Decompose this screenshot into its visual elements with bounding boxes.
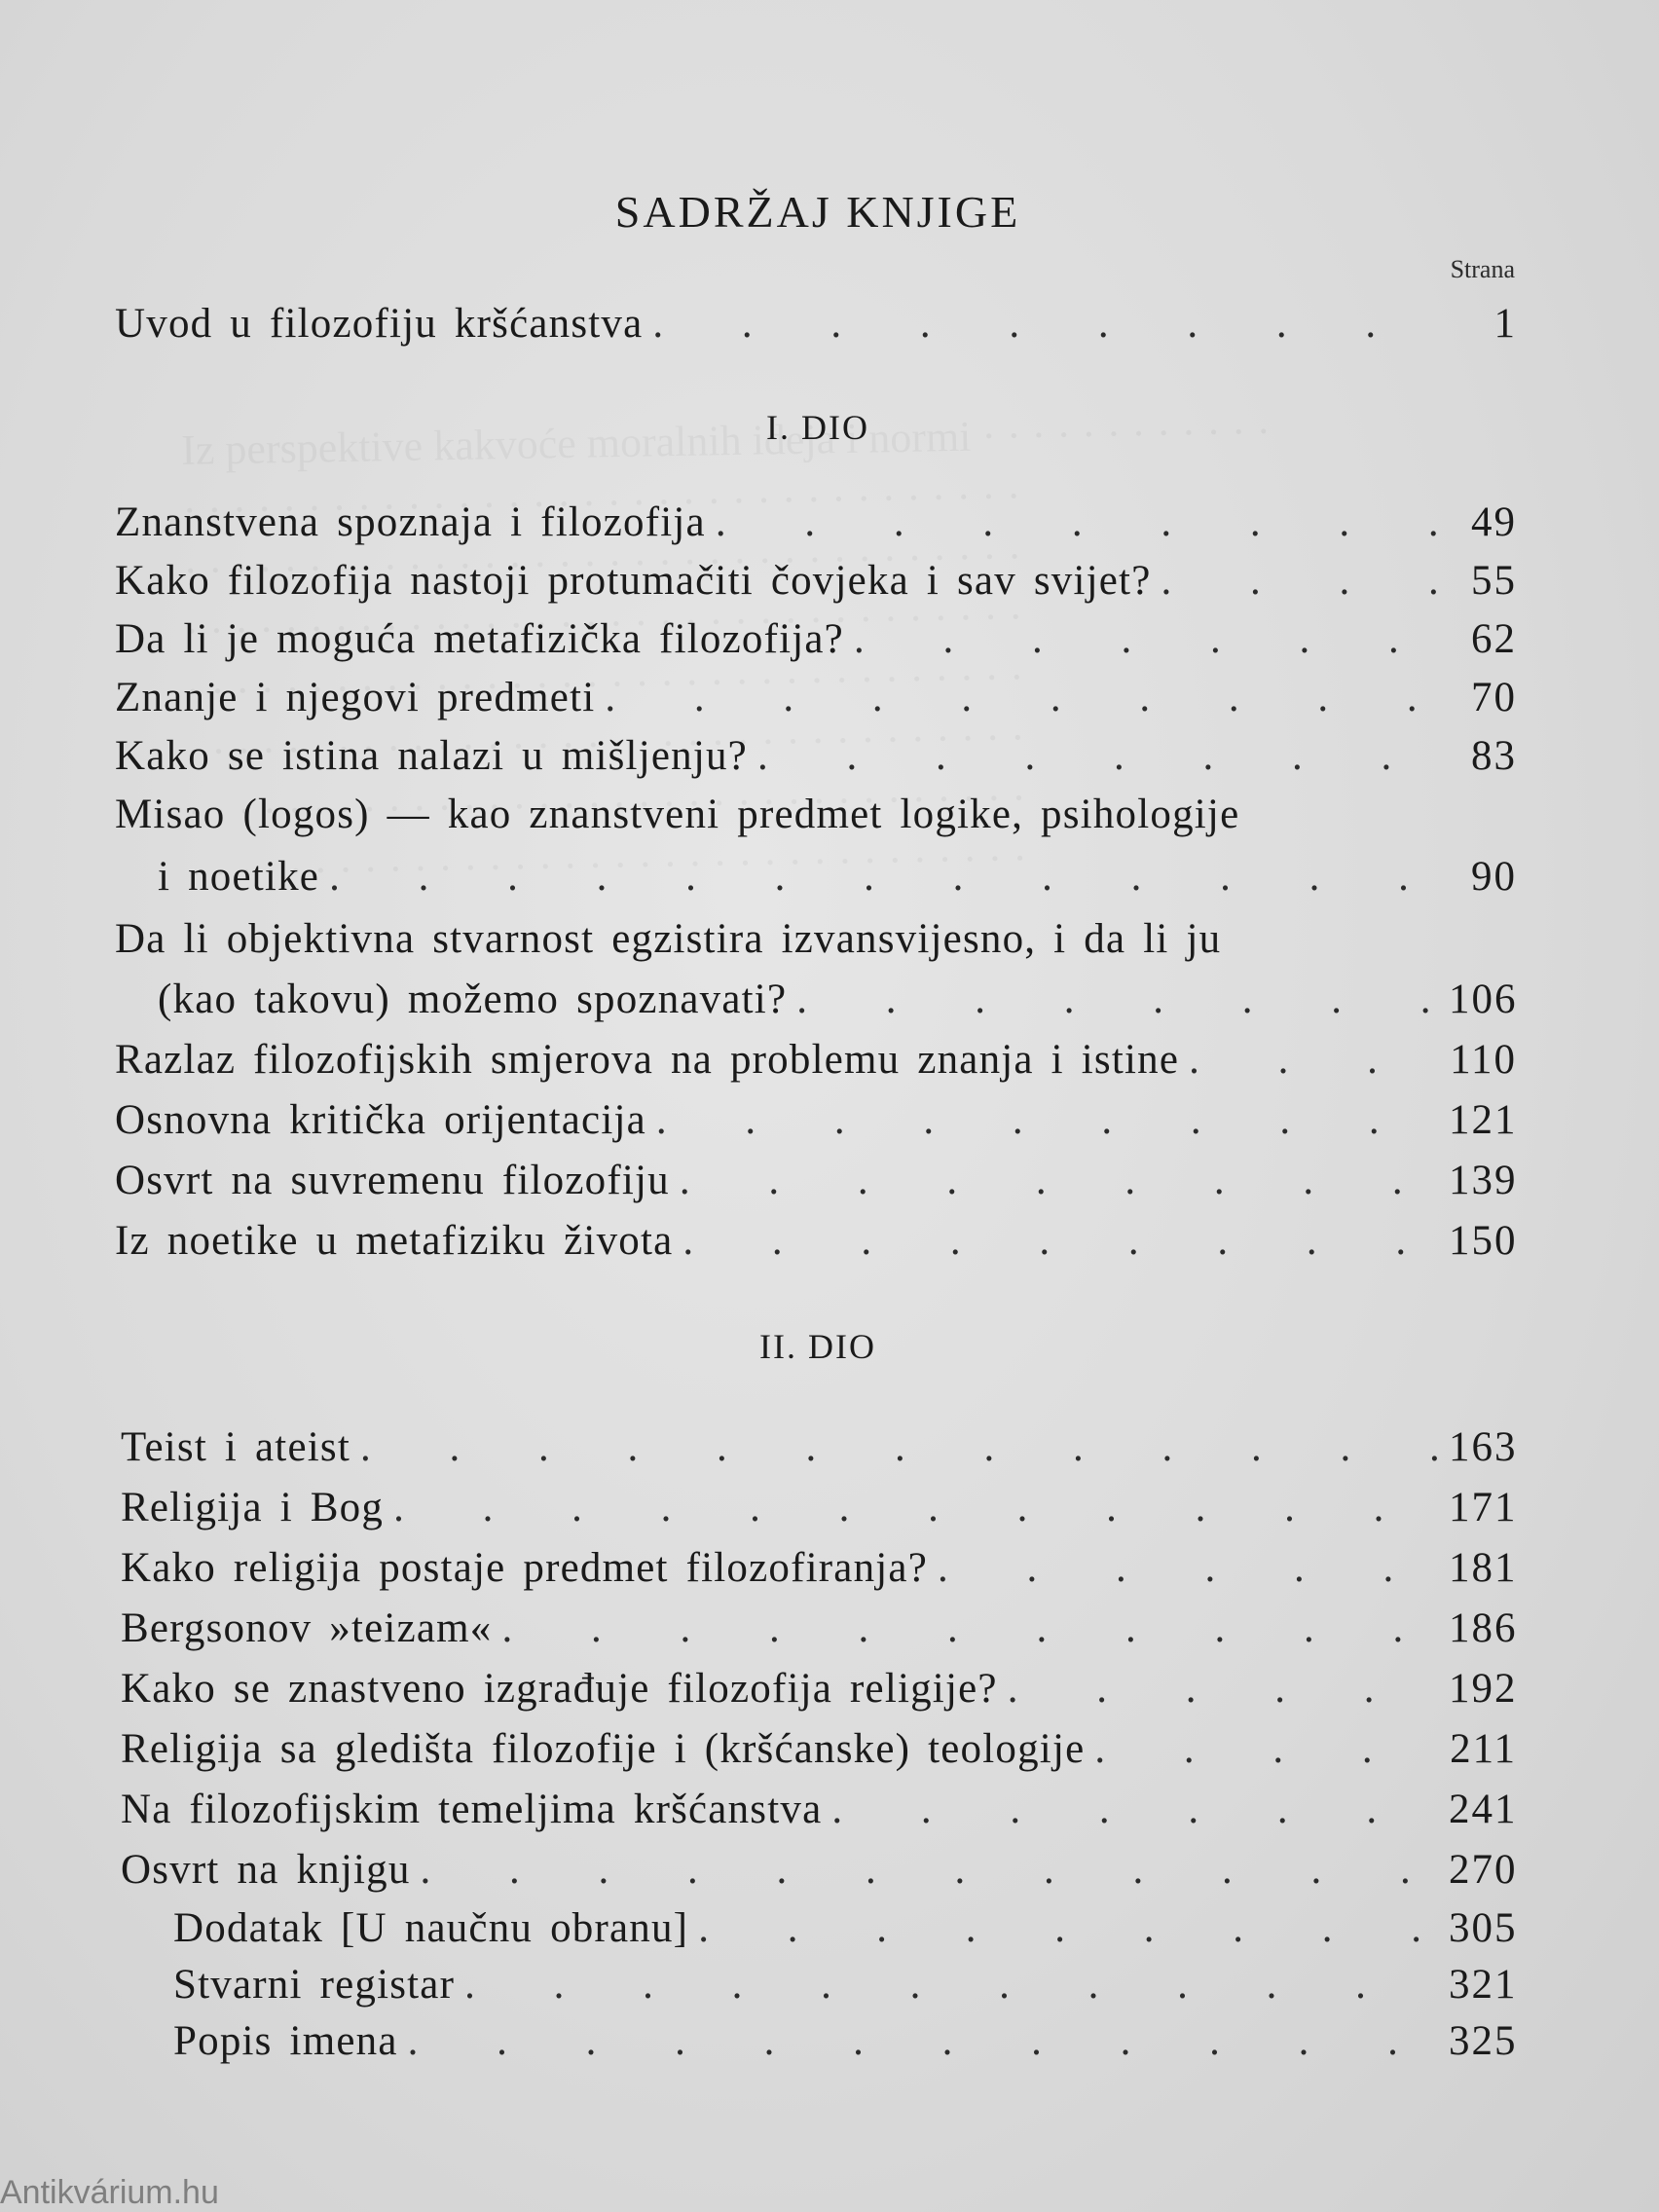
leader-dots (938, 1544, 1439, 1592)
toc-entry-title: Da li je moguća metafizička filozofija? (115, 616, 844, 662)
toc-entry-page: 106 (1449, 977, 1518, 1022)
leader-dots (605, 674, 1439, 721)
toc-entry[interactable] (115, 674, 1517, 721)
section-heading-part-2: II. DIO (759, 1327, 876, 1366)
toc-entry-page: 321 (1449, 1962, 1518, 2008)
leader-dots (1008, 1665, 1439, 1713)
toc-entry-page: 270 (1449, 1847, 1518, 1893)
leader-dots (698, 1904, 1439, 1952)
toc-entry-title: Dodatak [U naučnu obranu] (173, 1905, 689, 1951)
toc-entry-title: Kako se istina nalazi u mišljenju? (115, 733, 748, 779)
toc-entry-page: 55 (1471, 558, 1517, 604)
toc-entry-page: 83 (1471, 733, 1517, 779)
leader-dots (421, 1846, 1439, 1894)
toc-entry-page: 150 (1449, 1218, 1518, 1264)
leader-dots (408, 2017, 1439, 2065)
toc-entry-appendix[interactable] (173, 1904, 1517, 1952)
toc-entry-title: Religija i Bog (121, 1485, 385, 1530)
toc-entry[interactable] (115, 1157, 1517, 1204)
toc-entry[interactable] (115, 1217, 1517, 1265)
toc-entry-title: i noetike (158, 854, 320, 900)
toc-entry[interactable] (121, 1665, 1517, 1713)
toc-entry-title: Iz noetike u metafiziku života (115, 1218, 674, 1264)
page-title: SADRŽAJ KNJIGE (614, 186, 1021, 237)
toc-entry-first-line[interactable]: Da li objektivna stvarnost egzistira izvansvijesno, i da li ju (115, 916, 1222, 962)
leader-dots (502, 1604, 1440, 1652)
toc-entry-intro[interactable] (115, 300, 1517, 348)
toc-entry-title: Osvrt na suvremenu filozofiju (115, 1158, 670, 1203)
toc-entry[interactable] (158, 853, 1517, 901)
toc-entry-page: 90 (1471, 854, 1517, 900)
toc-entry-page: 49 (1471, 499, 1517, 545)
toc-entry-page: 110 (1450, 1037, 1517, 1083)
toc-entry-first-line[interactable]: Misao (logos) — kao znanstveni predmet logike, psihologije (115, 792, 1240, 837)
toc-entry[interactable] (115, 557, 1517, 605)
toc-entry[interactable] (115, 498, 1517, 546)
toc-entry-page: 241 (1449, 1787, 1518, 1832)
toc-entry-title: Osnovna kritička orijentacija (115, 1097, 646, 1143)
toc-entry-page: 181 (1449, 1545, 1518, 1591)
toc-entry[interactable] (121, 1604, 1517, 1652)
toc-entry-title: Znanje i njegovi predmeti (115, 675, 596, 720)
toc-entry-title: Osvrt na knjigu (121, 1847, 411, 1893)
toc-entry[interactable] (121, 1786, 1517, 1833)
toc-entry-page: 70 (1471, 675, 1517, 720)
toc-entry[interactable] (121, 1544, 1517, 1592)
toc-entry-title: Popis imena (173, 2018, 398, 2064)
leader-dots (1161, 557, 1439, 605)
toc-entry-page: 1 (1493, 301, 1517, 347)
leader-dots (831, 1786, 1439, 1833)
toc-entry-page: 325 (1449, 2018, 1518, 2064)
watermark-text: Antikvárium.hu (0, 2174, 219, 2211)
toc-entry-page: 139 (1449, 1158, 1518, 1203)
leader-dots (360, 1423, 1439, 1471)
toc-entry-title: Na filozofijskim temeljima kršćanstva (121, 1787, 823, 1832)
toc-entry-title: Religija sa gledišta filozofije i (kršćanske) teologije (121, 1726, 1086, 1772)
leader-dots (796, 976, 1439, 1023)
toc-entry-page: 192 (1449, 1666, 1518, 1712)
leader-dots (716, 498, 1439, 546)
toc-entry-title: (kao takovu) možemo spoznavati? (158, 977, 788, 1022)
toc-entry-page: 171 (1449, 1485, 1518, 1530)
toc-entry[interactable] (115, 615, 1517, 663)
toc-entry[interactable] (158, 976, 1517, 1023)
toc-entry[interactable] (121, 1846, 1517, 1894)
toc-entry[interactable] (115, 1096, 1517, 1144)
leader-dots (393, 1484, 1439, 1531)
toc-entry-page: 163 (1449, 1424, 1518, 1470)
toc-entry-title: Teist i ateist (121, 1424, 350, 1470)
toc-entry-title: Kako filozofija nastoji protumačiti čovjeka i sav svijet? (115, 558, 1152, 604)
leader-dots (652, 300, 1439, 348)
leader-dots (680, 1157, 1439, 1204)
toc-entry[interactable] (115, 732, 1517, 780)
toc-entry[interactable] (121, 1725, 1517, 1773)
leader-dots (854, 615, 1439, 663)
toc-entry-title: Kako religija postaje predmet filozofiranja? (121, 1545, 928, 1591)
section-heading-part-1: I. DIO (766, 408, 869, 447)
leader-dots (464, 1961, 1439, 2009)
toc-entry-title: Znanstvena spoznaja i filozofija (115, 499, 706, 545)
leader-dots (329, 853, 1439, 901)
toc-entry-page: 305 (1449, 1905, 1518, 1951)
toc-entry[interactable] (121, 1423, 1517, 1471)
toc-entry-title: Razlaz filozofijskih smjerova na problemu znanja i istine (115, 1037, 1180, 1083)
page-column-label: Strana (1450, 255, 1515, 283)
leader-dots (682, 1217, 1439, 1265)
toc-entry[interactable] (115, 1036, 1517, 1084)
toc-entry-title: Stvarni registar (173, 1962, 456, 2008)
toc-entry-title: Uvod u filozofiju kršćanstva (115, 301, 644, 347)
toc-entry-page: 121 (1449, 1097, 1518, 1143)
toc-entry-page: 62 (1471, 616, 1517, 662)
toc-entry-appendix[interactable] (173, 1961, 1517, 2009)
toc-entry-page: 211 (1450, 1726, 1517, 1772)
leader-dots (1189, 1036, 1439, 1084)
leader-dots (757, 732, 1439, 780)
toc-entry-appendix[interactable] (173, 2017, 1517, 2065)
toc-entry-title: Kako se znastveno izgrađuje filozofija religije? (121, 1666, 998, 1712)
toc-entry-title: Bergsonov »teizam« (121, 1605, 493, 1651)
leader-dots (1094, 1725, 1439, 1773)
toc-entry[interactable] (121, 1484, 1517, 1531)
leader-dots (656, 1096, 1439, 1144)
toc-entry-page: 186 (1449, 1605, 1518, 1651)
